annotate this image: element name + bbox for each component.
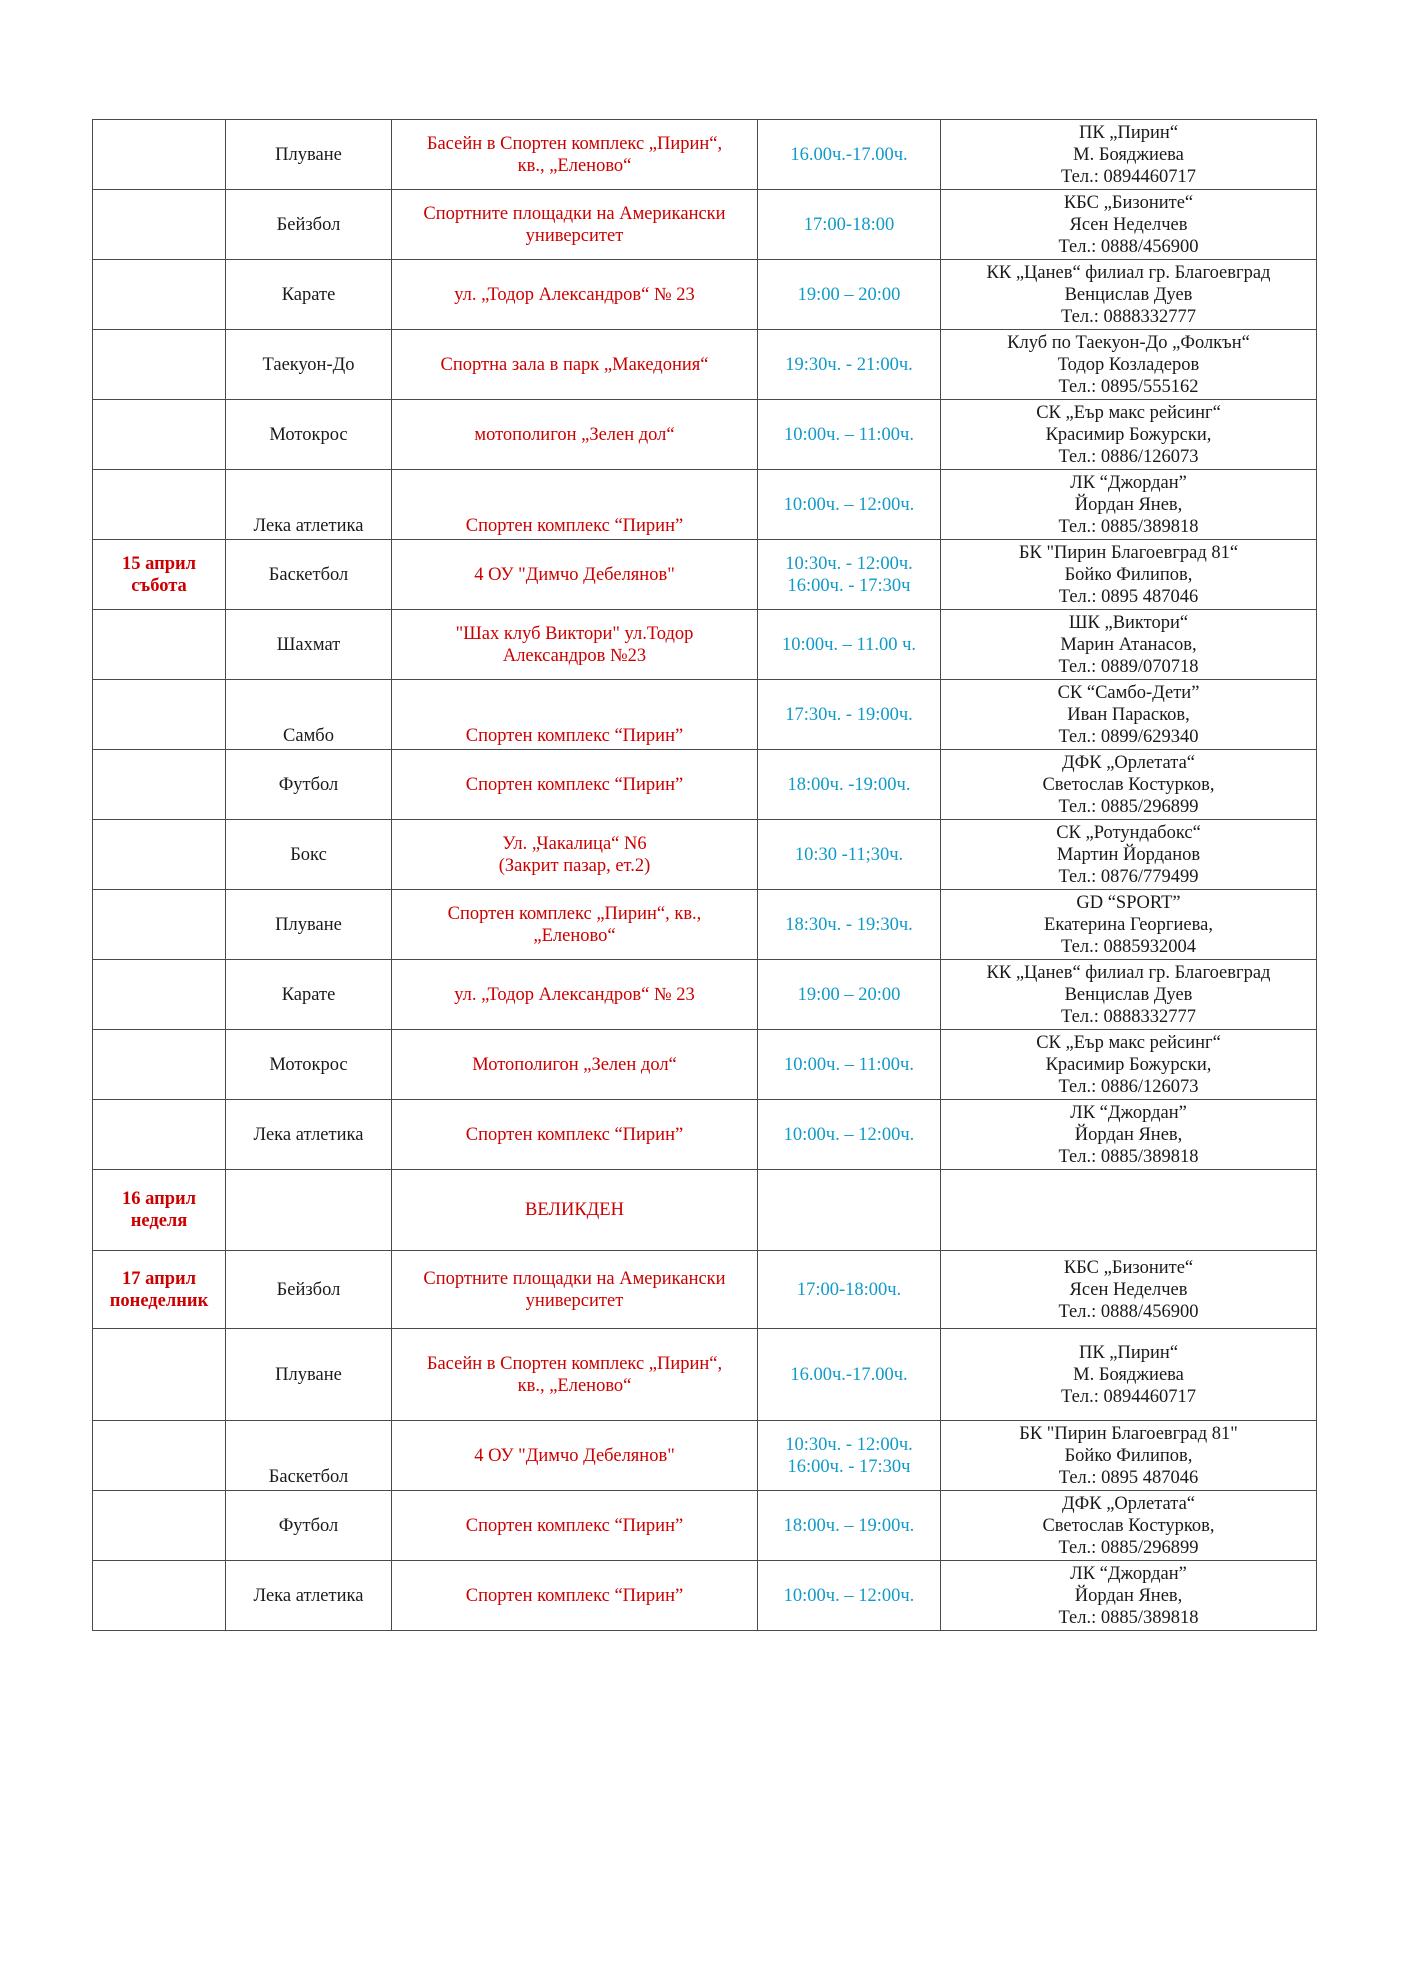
time-line: 10:30ч. - 12:00ч. [785, 1434, 913, 1455]
club-line: СК „Еър макс рейсинг“ [1036, 402, 1221, 423]
club-line: Красимир Божурски, [1045, 424, 1212, 445]
time-line: 17:30ч. - 19:00ч. [785, 704, 913, 725]
time-cell [758, 1421, 941, 1491]
table-row [93, 1100, 1317, 1170]
table-row [93, 680, 1317, 750]
sport-cell [226, 1030, 392, 1100]
club-line: Тел.: 0895/555162 [1058, 376, 1199, 397]
club-line: Йордан Янев, [1074, 1124, 1183, 1145]
club-line: Тел.: 0889/070718 [1058, 656, 1199, 677]
time-cell [758, 1100, 941, 1170]
club-line: Тел.: 0886/126073 [1058, 446, 1199, 467]
club-line: Йордан Янев, [1074, 494, 1183, 515]
time-line: 10:30ч. - 12:00ч. [785, 553, 913, 574]
table-row [93, 820, 1317, 890]
time-line: 17:00-18:00 [803, 214, 895, 235]
time-line: 18:00ч. -19:00ч. [787, 774, 911, 795]
club-line: Йордан Янев, [1074, 1585, 1183, 1606]
place-cell [392, 890, 758, 960]
club-line: СК „Еър макс рейсинг“ [1036, 1032, 1221, 1053]
day-cell [93, 260, 226, 330]
club-line: Тел.: 0885/389818 [1058, 516, 1199, 537]
table-row [93, 610, 1317, 680]
time-line: 18:00ч. – 19:00ч. [783, 1515, 915, 1536]
sport-cell [226, 1561, 392, 1631]
table-row [93, 190, 1317, 260]
time-cell [758, 470, 941, 540]
club-line: Иван Парасков, [1067, 704, 1190, 725]
place-cell [392, 120, 758, 190]
time-line: 16.00ч.-17.00ч. [790, 144, 908, 165]
table-row [93, 1251, 1317, 1329]
club-line: Бойко Филипов, [1064, 564, 1193, 585]
schedule-body [93, 120, 1317, 1631]
day-cell [93, 540, 226, 610]
table-row [93, 1329, 1317, 1421]
place-cell [392, 750, 758, 820]
sport-text: Карате [281, 984, 336, 1005]
time-line: 10:00ч. – 12:00ч. [783, 1585, 915, 1606]
time-line: 19:30ч. - 21:00ч. [785, 354, 913, 375]
time-line: 10:00ч. – 11.00 ч. [781, 634, 917, 655]
time-cell [758, 1030, 941, 1100]
sport-text: Плуване [275, 1364, 342, 1385]
club-line: СК „Ротундабокс“ [1056, 822, 1201, 843]
sport-cell [226, 820, 392, 890]
sport-text: Таекуон-До [262, 354, 355, 375]
club-line: Тел.: 0885932004 [1061, 936, 1196, 957]
table-row [93, 400, 1317, 470]
place-line: Спортен комплекс “Пирин” [465, 1515, 684, 1536]
club-line: КК „Цанев“ филиал гр. Благоевград [986, 962, 1271, 983]
time-cell [758, 120, 941, 190]
sport-cell [226, 1491, 392, 1561]
place-line: Спортните площадки на Американски [423, 1268, 726, 1289]
time-line: 10:00ч. – 12:00ч. [783, 1124, 915, 1145]
sport-text: Лека атлетика [253, 516, 364, 536]
place-line: Мотополигон „Зелен дол“ [472, 1054, 677, 1075]
time-cell [758, 1170, 941, 1251]
place-line: университет [525, 1290, 624, 1311]
sport-text: Бейзбол [276, 214, 341, 235]
place-line: ВЕЛИКДЕН [525, 1200, 624, 1220]
sport-cell [226, 190, 392, 260]
place-cell [392, 470, 758, 540]
club-line: Екатерина Георгиева, [1044, 914, 1213, 935]
time-cell [758, 750, 941, 820]
club-cell [941, 1421, 1317, 1491]
place-cell [392, 1170, 758, 1251]
time-cell [758, 1251, 941, 1329]
place-cell [392, 1100, 758, 1170]
day-cell [93, 680, 226, 750]
sport-cell [226, 610, 392, 680]
place-line: "Шах клуб Виктори" ул.Тодор [455, 623, 694, 644]
day-cell [93, 890, 226, 960]
time-cell [758, 330, 941, 400]
day-cell [93, 1421, 226, 1491]
place-cell [392, 260, 758, 330]
place-line: Спортен комплекс “Пирин” [465, 1124, 684, 1145]
club-line: Тел.: 0876/779499 [1058, 866, 1199, 887]
day-cell [93, 190, 226, 260]
day-cell [93, 960, 226, 1030]
day-cell [93, 1329, 226, 1421]
place-line: мотополигон „Зелен дол“ [474, 424, 675, 445]
time-line: 18:30ч. - 19:30ч. [785, 914, 913, 935]
sport-text: Шахмат [276, 634, 341, 655]
place-line: Спортен комплекс „Пирин“, кв., [447, 903, 702, 924]
club-line: Тел.: 0895 487046 [1058, 586, 1199, 607]
club-cell [941, 470, 1317, 540]
time-cell [758, 540, 941, 610]
club-line: Бойко Филипов, [1064, 1445, 1193, 1466]
club-line: М. Бояджиева [1073, 1364, 1184, 1385]
club-line: ШК „Виктори“ [1068, 612, 1189, 633]
club-line: Тел.: 0885/296899 [1058, 1537, 1199, 1558]
place-line: Басейн в Спортен комплекс „Пирин“, [426, 1353, 723, 1374]
day-cell [93, 470, 226, 540]
time-line: 19:00 – 20:00 [797, 284, 901, 305]
club-line: Ясен Неделчев [1069, 1279, 1188, 1300]
sport-text: Футбол [278, 1515, 339, 1536]
sport-cell [226, 1170, 392, 1251]
club-line: ЛК “Джордан” [1070, 1102, 1187, 1123]
day-line: неделя [130, 1211, 188, 1231]
table-row [93, 120, 1317, 190]
place-line: Спортен комплекс “Пирин” [465, 516, 684, 536]
place-cell [392, 540, 758, 610]
day-cell [93, 330, 226, 400]
table-row [93, 1561, 1317, 1631]
place-cell [392, 400, 758, 470]
club-line: БК "Пирин Благоевград 81" [1019, 1423, 1238, 1444]
place-line: Спортен комплекс “Пирин” [465, 1585, 684, 1606]
time-line: 17:00-18:00ч. [796, 1279, 902, 1300]
place-line: „Еленово“ [533, 925, 616, 946]
table-row [93, 330, 1317, 400]
club-cell [941, 820, 1317, 890]
club-line: КБС „Бизоните“ [1063, 1257, 1194, 1278]
club-cell [941, 330, 1317, 400]
time-cell [758, 820, 941, 890]
time-cell [758, 260, 941, 330]
time-cell [758, 610, 941, 680]
club-cell [941, 1030, 1317, 1100]
place-cell [392, 960, 758, 1030]
club-line: GD “SPORT” [1076, 892, 1181, 913]
place-cell [392, 1030, 758, 1100]
table-row [93, 1491, 1317, 1561]
table-row [93, 1030, 1317, 1100]
place-cell [392, 1329, 758, 1421]
place-line: ул. „Тодор Александров“ № 23 [454, 284, 695, 305]
sport-cell [226, 330, 392, 400]
table-row [93, 960, 1317, 1030]
club-cell [941, 1170, 1317, 1251]
club-cell [941, 1561, 1317, 1631]
club-cell [941, 610, 1317, 680]
club-cell [941, 400, 1317, 470]
place-line: Спортен комплекс “Пирин” [465, 774, 684, 795]
place-cell [392, 330, 758, 400]
place-cell [392, 680, 758, 750]
club-line: Клуб по Таекуон-До „Фолкън“ [1007, 332, 1250, 353]
sport-cell [226, 540, 392, 610]
club-line: Светослав Костурков, [1042, 774, 1215, 795]
place-cell [392, 1251, 758, 1329]
club-line: Марин Атанасов, [1060, 634, 1197, 655]
sport-text: Бейзбол [276, 1279, 341, 1300]
sport-cell [226, 960, 392, 1030]
table-row [93, 540, 1317, 610]
time-cell [758, 190, 941, 260]
schedule-table [92, 119, 1317, 1631]
club-cell [941, 1100, 1317, 1170]
sport-text: Карате [281, 284, 336, 305]
time-line: 16.00ч.-17.00ч. [790, 1364, 908, 1385]
sport-text: Мотокрос [269, 1054, 348, 1075]
day-cell [93, 120, 226, 190]
sport-cell [226, 400, 392, 470]
day-cell [93, 1251, 226, 1329]
sport-text: Баскетбол [268, 564, 349, 585]
sport-cell [226, 1251, 392, 1329]
sport-cell [226, 120, 392, 190]
place-line: 4 ОУ "Димчо Дебелянов" [474, 1445, 675, 1466]
club-cell [941, 960, 1317, 1030]
club-cell [941, 120, 1317, 190]
time-line: 10:00ч. – 11:00ч. [784, 424, 914, 445]
day-line: 17 април [121, 1268, 197, 1289]
day-line: 16 април [121, 1189, 197, 1209]
place-line: ул. „Тодор Александров“ № 23 [454, 984, 695, 1005]
club-line: СК “Самбо-Дети” [1057, 682, 1200, 703]
time-line: 16:00ч. - 17:30ч [787, 575, 911, 596]
time-cell [758, 890, 941, 960]
table-row [93, 470, 1317, 540]
club-line: ДФК „Орлетата“ [1062, 752, 1195, 773]
club-line: М. Бояджиева [1073, 144, 1184, 165]
time-cell [758, 1329, 941, 1421]
club-line: БК "Пирин Благоевград 81“ [1018, 542, 1239, 563]
sport-cell [226, 890, 392, 960]
place-cell [392, 610, 758, 680]
day-line: понеделник [109, 1290, 209, 1311]
club-line: КК „Цанев“ филиал гр. Благоевград [986, 262, 1271, 283]
sport-cell [226, 470, 392, 540]
sport-text: Мотокрос [269, 424, 348, 445]
sport-cell [226, 1421, 392, 1491]
club-line: ЛК “Джордан” [1070, 472, 1187, 493]
day-cell [93, 1030, 226, 1100]
club-line: Ясен Неделчев [1069, 214, 1188, 235]
day-cell [93, 610, 226, 680]
club-line: Тел.: 0895 487046 [1058, 1467, 1199, 1488]
club-line: ЛК “Джордан” [1070, 1563, 1187, 1584]
table-row [93, 1170, 1317, 1251]
time-line: 16:00ч. - 17:30ч [787, 1456, 911, 1477]
sport-text: Футбол [278, 774, 339, 795]
club-line: Тел.: 0888/456900 [1058, 236, 1199, 257]
place-line: кв., „Еленово“ [517, 1375, 632, 1396]
place-cell [392, 1491, 758, 1561]
club-line: Тел.: 0886/126073 [1058, 1076, 1199, 1097]
time-line: 10:00ч. – 11:00ч. [784, 1054, 914, 1075]
place-cell [392, 190, 758, 260]
day-line: 15 април [121, 553, 197, 574]
place-line: 4 ОУ "Димчо Дебелянов" [474, 564, 675, 585]
day-cell [93, 1491, 226, 1561]
place-line: Спортен комплекс “Пирин” [465, 726, 684, 746]
place-line: (Закрит пазар, ет.2) [498, 855, 651, 876]
club-cell [941, 540, 1317, 610]
time-cell [758, 960, 941, 1030]
club-line: Тел.: 0885/389818 [1058, 1146, 1199, 1167]
club-line: Тел.: 0888332777 [1061, 1006, 1196, 1027]
day-cell [93, 1100, 226, 1170]
club-cell [941, 890, 1317, 960]
sport-text: Плуване [275, 144, 342, 165]
place-cell [392, 1421, 758, 1491]
day-cell [93, 820, 226, 890]
club-line: Тел.: 0888332777 [1061, 306, 1196, 327]
place-cell [392, 1561, 758, 1631]
place-line: университет [525, 225, 624, 246]
club-line: Красимир Божурски, [1045, 1054, 1212, 1075]
place-line: Александров №23 [502, 645, 647, 666]
club-cell [941, 1491, 1317, 1561]
day-cell [93, 750, 226, 820]
club-line: Тел.: 0899/629340 [1058, 726, 1199, 747]
club-line: Тел.: 0885/296899 [1058, 796, 1199, 817]
place-line: Ул. „Чакалица“ N6 [502, 833, 647, 854]
place-line: Спортна зала в парк „Македония“ [440, 354, 709, 375]
sport-text: Самбо [283, 726, 334, 746]
time-line: 10:30 -11;30ч. [794, 844, 904, 865]
time-line: 10:00ч. – 12:00ч. [783, 494, 915, 515]
day-cell [93, 1170, 226, 1251]
table-row [93, 260, 1317, 330]
club-line: ПК „Пирин“ [1078, 1342, 1179, 1363]
club-line: ПК „Пирин“ [1078, 122, 1179, 143]
club-cell [941, 1329, 1317, 1421]
day-cell [93, 400, 226, 470]
place-line: Спортните площадки на Американски [423, 203, 726, 224]
place-line: Басейн в Спортен комплекс „Пирин“, [426, 133, 723, 154]
club-line: Светослав Костурков, [1042, 1515, 1215, 1536]
club-line: Тел.: 0894460717 [1061, 1386, 1196, 1407]
club-cell [941, 750, 1317, 820]
day-cell [93, 1561, 226, 1631]
club-line: ДФК „Орлетата“ [1062, 1493, 1195, 1514]
table-row [93, 1421, 1317, 1491]
sport-cell [226, 750, 392, 820]
club-line: Венцислав Дуев [1064, 284, 1193, 305]
sport-text: Бокс [290, 844, 327, 865]
club-line: КБС „Бизоните“ [1063, 192, 1194, 213]
club-cell [941, 680, 1317, 750]
sport-cell [226, 1329, 392, 1421]
table-row [93, 750, 1317, 820]
day-line: събота [131, 575, 187, 596]
club-line: Тел.: 0888/456900 [1058, 1301, 1199, 1322]
club-line: Венцислав Дуев [1064, 984, 1193, 1005]
place-line: кв., „Еленово“ [517, 155, 632, 176]
sport-cell [226, 1100, 392, 1170]
time-cell [758, 1561, 941, 1631]
time-line: 19:00 – 20:00 [797, 984, 901, 1005]
time-cell [758, 400, 941, 470]
club-line: Тодор Козладеров [1057, 354, 1200, 375]
club-cell [941, 1251, 1317, 1329]
sport-text: Лека атлетика [253, 1585, 364, 1606]
sport-cell [226, 260, 392, 330]
club-line: Тел.: 0894460717 [1061, 166, 1196, 187]
sport-text: Плуване [275, 914, 342, 935]
place-cell [392, 820, 758, 890]
club-line: Тел.: 0885/389818 [1058, 1607, 1199, 1628]
time-cell [758, 1491, 941, 1561]
time-cell [758, 680, 941, 750]
sport-text: Лека атлетика [253, 1124, 364, 1145]
table-row [93, 890, 1317, 960]
sport-text: Баскетбол [268, 1467, 349, 1487]
sport-cell [226, 680, 392, 750]
club-line: Мартин Йорданов [1056, 844, 1201, 865]
club-cell [941, 260, 1317, 330]
club-cell [941, 190, 1317, 260]
